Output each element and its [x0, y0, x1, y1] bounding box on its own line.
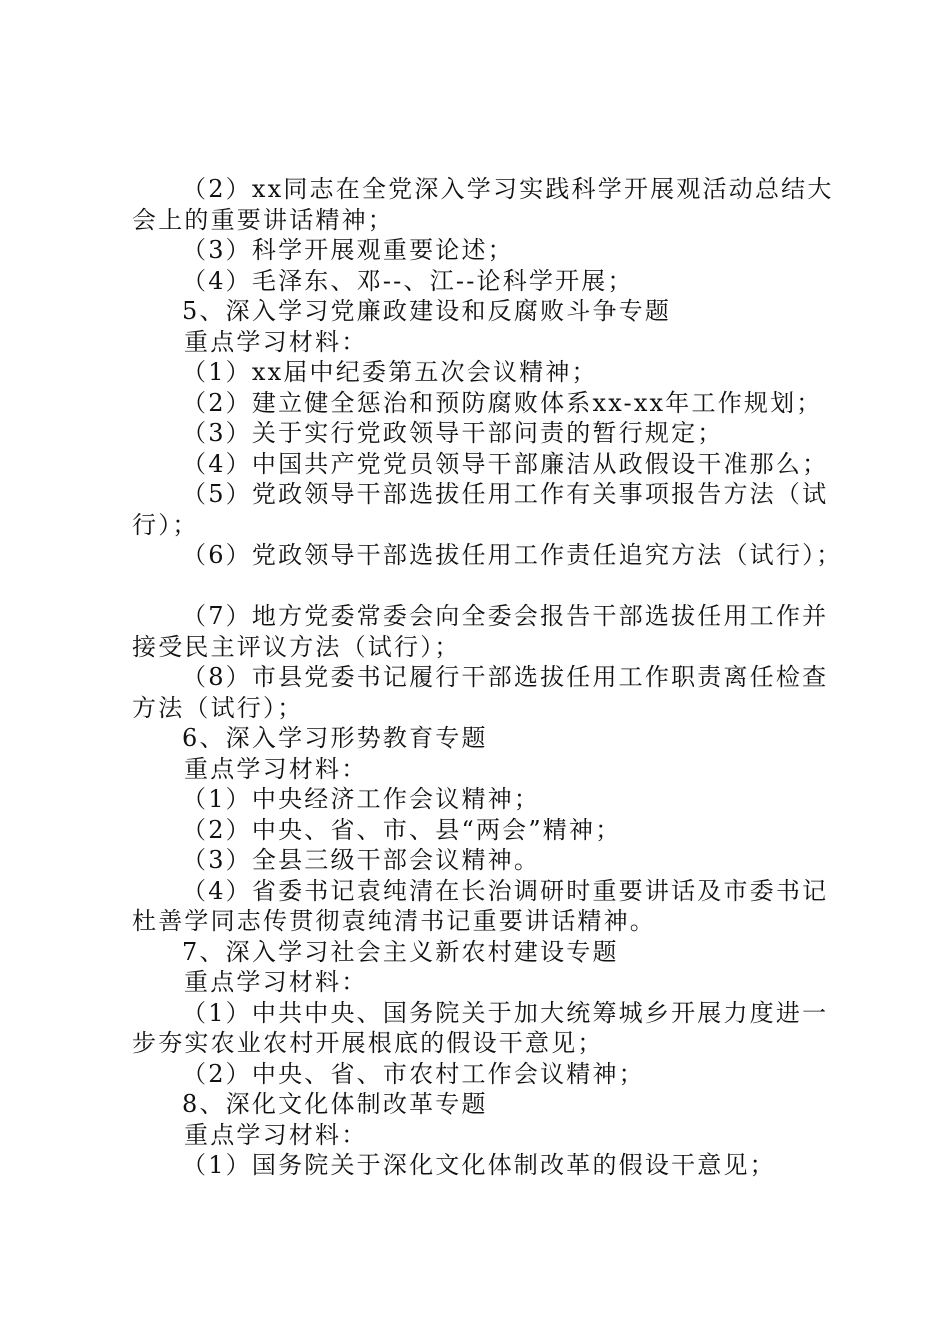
continuation-line: 会上的重要讲话精神；: [132, 205, 394, 234]
continuation-line: 行）；: [132, 510, 199, 539]
list-item: （2）xx同志在全党深入学习实践科学开展观活动总结大: [182, 175, 834, 203]
list-item: （3）全县三级干部会议精神。: [182, 846, 541, 874]
continuation-line: 方法（试行）；: [132, 693, 304, 722]
list-item: （3）关于实行党政领导干部问责的暂行规定；: [182, 419, 724, 447]
section-heading: 8、深化文化体制改革专题: [182, 1090, 488, 1118]
list-item: （5）党政领导干部选拔任用工作有关事项报告方法（试: [182, 480, 829, 508]
list-item: （1）中央经济工作会议精神；: [182, 785, 541, 813]
list-item: （1）xx届中纪委第五次会议精神；: [182, 358, 598, 386]
list-item: （7）地方党委常委会向全委会报告干部选拔任用工作并: [182, 602, 829, 630]
materials-label: 重点学习材料：: [184, 754, 368, 783]
list-item: （1）中共中央、国务院关于加大统筹城乡开展力度进一: [182, 998, 829, 1027]
continuation-line: 杜善学同志传贯彻袁纯清书记重要讲话精神。: [132, 907, 656, 935]
list-item: （1）国务院关于深化文化体制改革的假设干意见；: [182, 1151, 776, 1179]
list-item: （3）科学开展观重要论述；: [182, 236, 514, 264]
section-heading: 6、深入学习形势教育专题: [182, 724, 488, 752]
list-item: （4）省委书记袁纯清在长治调研时重要讲话及市委书记: [182, 876, 829, 905]
list-item: （2）中央、省、市、县“两会”精神；: [182, 815, 622, 844]
list-item: （8）市县党委书记履行干部选拔任用工作职责离任检查: [182, 663, 829, 691]
list-item: （4）中国共产党党员领导干部廉洁从政假设干准那么；: [182, 449, 829, 478]
continuation-line: 步夯实农业农村开展根底的假设干意见；: [132, 1029, 604, 1057]
list-item: （6）党政领导干部选拔任用工作责任追究方法（试行）；: [182, 541, 843, 569]
blank-line: [132, 571, 818, 602]
document-body: [132, 174, 843, 1181]
section-heading: 7、深入学习社会主义新农村建设专题: [182, 937, 619, 966]
continuation-line: 接受民主评议方法（试行）；: [132, 632, 461, 661]
section-heading: 5、深入学习党廉政建设和反腐败斗争专题: [182, 297, 672, 325]
materials-label: 重点学习材料：: [184, 1120, 368, 1149]
materials-label: 重点学习材料：: [184, 327, 368, 356]
materials-label: 重点学习材料：: [184, 968, 368, 996]
list-item: （2）中央、省、市农村工作会议精神；: [182, 1059, 645, 1088]
list-item: （2）建立健全惩治和预防腐败体系xx-xx年工作规划；: [182, 388, 823, 417]
list-item: （4）毛泽东、邓--、江--论科学开展；: [182, 266, 634, 295]
